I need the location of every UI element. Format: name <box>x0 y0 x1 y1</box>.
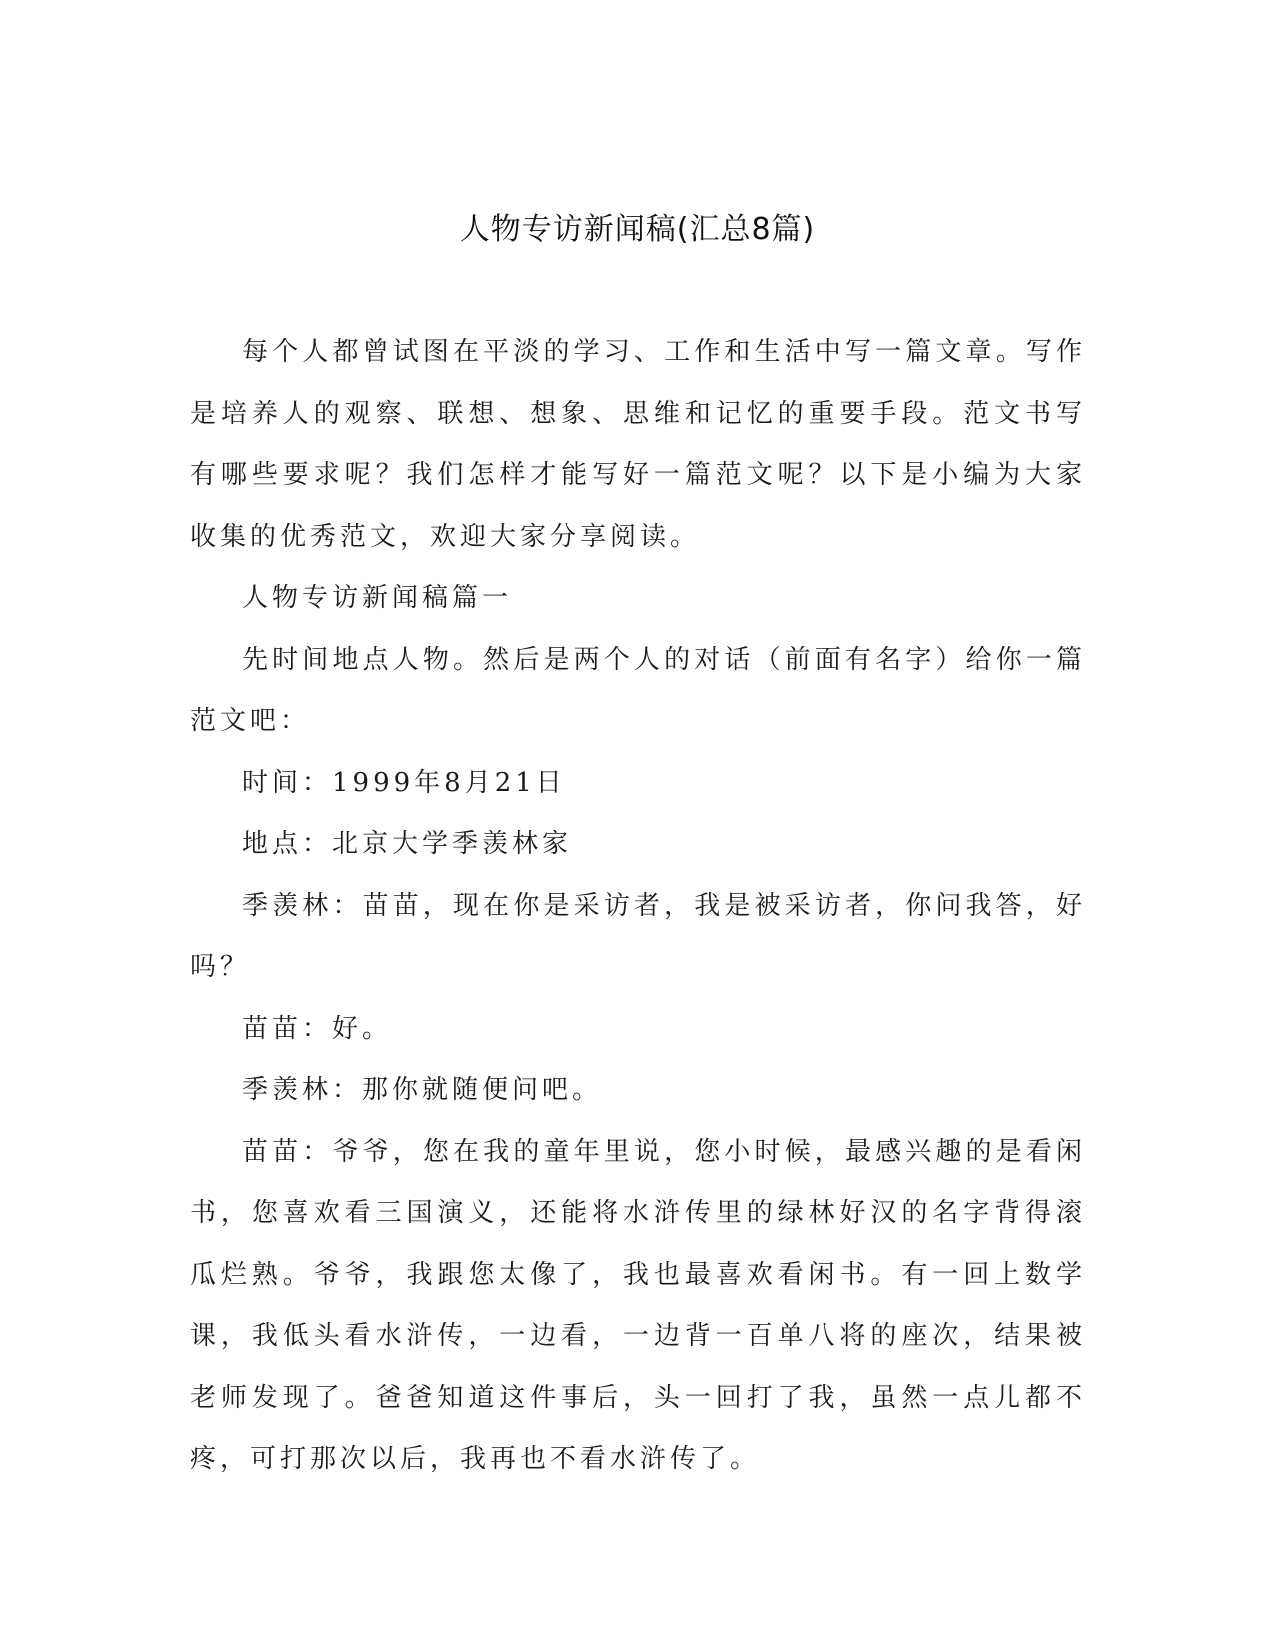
section-heading: 人物专访新闻稿篇一 <box>242 583 513 613</box>
dialogue-line: 季羡林：那你就随便问吧。 <box>242 1075 603 1105</box>
dialogue-line: 苗苗：好。 <box>242 1013 393 1044</box>
dialogue-line: 季羡林：苗苗，现在你是采访者，我是被采访者，你问我答，好吗？ <box>190 890 1086 982</box>
dialogue-line: 苗苗：爷爷，您在我的童年里说，您小时候，最感兴趣的是看闲书，您喜欢看三国演义，还能将水浒传里的绿林好汉的名字背得滚瓜烂熟。爷爷，我跟您太像了，我也最喜欢看闲书。有一回上数学课，我低头看水浒传，一边看，一边背一百单八将的座次，结果被老师发现了。爸爸知道这件事后，头一回打了我，虽然一点儿都不疼，可打那次以后，我再也不看水浒传了。 <box>190 1136 1086 1474</box>
time-line: 时间：1999年8月21日 <box>242 767 566 798</box>
body-paragraph: 先时间地点人物。然后是两个人的对话（前面有名字）给你一篇范文吧： <box>190 644 1086 736</box>
intro-paragraph: 每个人都曾试图在平淡的学习、工作和生活中写一篇文章。写作是培养人的观察、联想、想象、思维和记忆的重要手段。范文书写有哪些要求呢？我们怎样才能写好一篇范文呢？以下是小编为大家收集的优秀范文，欢迎大家分享阅读。 <box>190 337 1086 552</box>
document-body <box>190 322 1086 1491</box>
location-line: 地点：北京大学季羡林家 <box>242 829 573 859</box>
document-title: 人物专访新闻稿(汇总8篇) <box>459 212 816 247</box>
